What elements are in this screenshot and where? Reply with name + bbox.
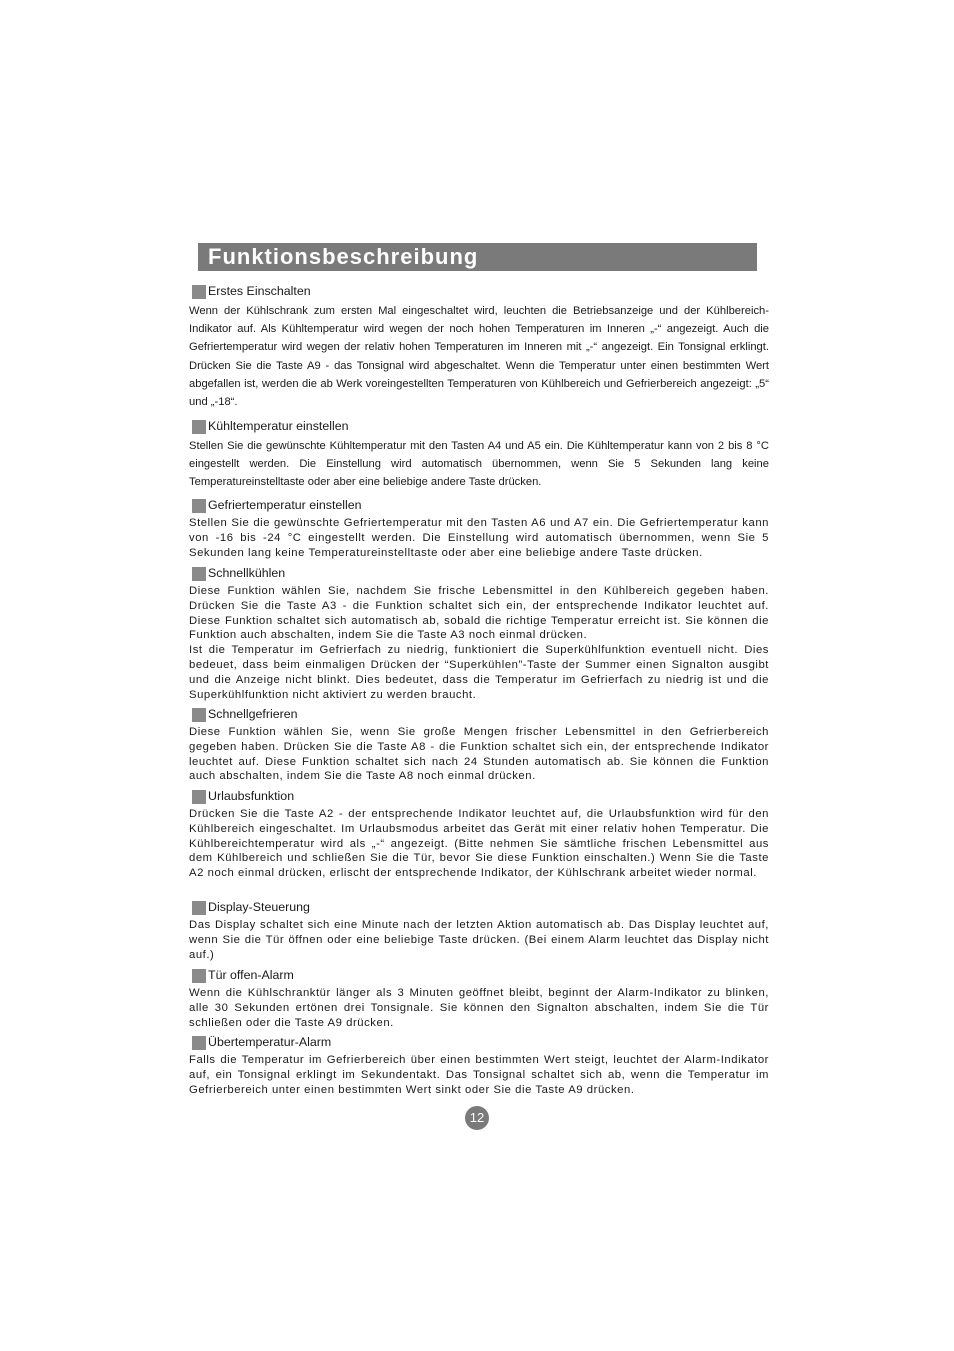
section-marker-icon: [192, 969, 206, 983]
section-paragraph: Drücken Sie die Taste A2 - der entsprechende Indikator leuchtet auf, die Urlaubsfunktion wird für den Kühlbereich eingeschaltet. Im Urlaubsmodus arbeitet das Gerät mit einer relativ hohen Temperatur. Die Kühlbereichtemperatur wird als „-“ angezeigt. (Bitte nehmen Sie sämtliche frischen Lebensmittel aus dem Kühlbereich und schließen Sie die Tür, bevor Sie diese Funktion einschalten.) Wenn Sie die Taste A2 noch einmal drücken, erlischt der entsprechende Indikator, der Kühlschrank arbeitet wieder normal.: [189, 808, 769, 880]
section-heading: Gefriertemperatur einstellen: [208, 498, 362, 512]
section-marker-icon: [192, 1036, 206, 1050]
section-heading: Urlaubsfunktion: [208, 789, 295, 803]
section-gefriertemperatur: [189, 498, 769, 560]
section-tuer-offen-alarm: [189, 968, 769, 1030]
section-uebertemperatur-alarm: [189, 1035, 769, 1097]
section-urlaubsfunktion: [189, 789, 769, 881]
section-marker-icon: [192, 790, 206, 804]
section-marker-icon: [192, 567, 206, 581]
section-kuehltemperatur: [189, 419, 769, 492]
section-heading: Tür offen-Alarm: [208, 968, 294, 982]
section-paragraph: Wenn die Kühlschranktür länger als 3 Minuten geöffnet bleibt, beginnt der Alarm-Indikator zu blinken, alle 30 Sekunden ertönen drei Tonsignale. Sie können den Signalton abschalten, indem Sie die Tür schließen oder die Taste A9 drücken.: [189, 987, 769, 1029]
section-paragraph: Das Display schaltet sich eine Minute nach der letzten Aktion automatisch ab. Das Display leuchtet auf, wenn Sie die Tür öffnen oder eine beliebige Taste drücken. (Bei einem Alarm leuchtet das Display nicht auf.): [189, 919, 769, 961]
section-paragraph: Falls die Temperatur im Gefrierbereich über einen bestimmten Wert steigt, leuchtet der Alarm-Indikator auf, ein Tonsignal erklingt im Sekundentakt. Das Tonsignal schaltet sich ab, wenn die Temperatur im Gefrierbereich unter einen bestimmten Wert sinkt oder Sie die Taste A9 drücken.: [189, 1054, 769, 1096]
section-erstes-einschalten: [189, 284, 769, 411]
section-schnellgefrieren: [189, 707, 769, 784]
section-paragraph: Ist die Temperatur im Gefrierfach zu niedrig, funktioniert die Superkühlfunktion eventuell nicht. Dies bedeuet, dass beim einmaligen Drücken der “Superkühlen”-Taste der Summer einen Signalton ausgibt und die Anzeige nicht blinkt. Dies bedeutet, dass die Temperatur im Gefrierfach zu niedrig ist und die Superkühlfunktion nicht aktiviert zu werden braucht.: [189, 644, 769, 701]
section-heading: Erstes Einschalten: [208, 284, 311, 298]
section-marker-icon: [192, 708, 206, 722]
section-paragraph: Stellen Sie die gewünschte Kühltemperatur mit den Tasten A4 und A5 ein. Die Kühltemperatur kann von 2 bis 8 °C eingestellt werden. Die Einstellung wird automatisch übernommen, wenn Sie 5 Sekunden lang keine Temperatureinstelltaste oder aber eine beliebige andere Taste drücken.: [189, 440, 769, 489]
section-heading: Display-Steuerung: [208, 900, 310, 914]
section-paragraph: Stellen Sie die gewünschte Gefriertemperatur mit den Tasten A6 und A7 ein. Die Gefriertemperatur kann von -16 bis -24 °C eingestellt werden. Die Einstellung wird automatisch übernommen, wenn Sie 5 Sekunden lang keine Temperatureinstelltaste oder aber eine beliebige andere Taste drücken.: [189, 517, 769, 559]
section-heading: Schnellgefrieren: [208, 707, 298, 721]
section-paragraph: Diese Funktion wählen Sie, wenn Sie große Mengen frischer Lebensmittel in den Gefrierbereich gegeben haben. Drücken Sie die Taste A8 - die Funktion schaltet sich ein, der entsprechende Indikator leuchtet auf. Diese Funktion schaltet sich nach 24 Stunden automatisch ab. Sie können die Funktion auch abschalten, indem Sie die Taste A8 noch einmal drücken.: [189, 726, 769, 783]
title-bar: [198, 243, 757, 271]
section-paragraph: Wenn der Kühlschrank zum ersten Mal eingeschaltet wird, leuchten die Betriebsanzeige und der Kühlbereich-Indikator auf. Als Kühltemperatur wird wegen der noch hohen Temperaturen im Inneren „-“ angezeigt. Auch die Gefriertemperatur wird wegen der relativ hohen Temperaturen im Inneren mit „-“ angezeigt. Ein Tonsignal erklingt. Drücken Sie die Taste A9 - das Tonsignal wird abgeschaltet. Wenn die Temperatur unter einen bestimmten Wert abgefallen ist, werden die ab Werk voreingestellten Temperaturen von Kühlbereich und Gefrierbereich angezeigt: „5“ und „-18“.: [189, 305, 769, 409]
section-schnellkuehlen: [189, 566, 769, 702]
section-heading: Schnellkühlen: [208, 566, 286, 580]
page-number: 12: [465, 1106, 489, 1130]
section-paragraph: Diese Funktion wählen Sie, nachdem Sie frische Lebensmittel in den Kühlbereich gegeben haben. Drücken Sie die Taste A3 - die Funktion schaltet sich ein, der entsprechende Indikator leuchtet auf. Diese Funktion schaltet sich automatisch ab, sobald die richtige Temperatur erreicht ist. Sie können die Funktion auch abschalten, indem Sie die Taste A3 noch einmal drücken.: [189, 585, 769, 642]
section-heading: Kühltemperatur einstellen: [208, 419, 349, 433]
page-title: Funktionsbeschreibung: [208, 244, 479, 269]
section-heading: Übertemperatur-Alarm: [208, 1035, 332, 1049]
section-marker-icon: [192, 499, 206, 513]
section-display-steuerung: [189, 900, 769, 962]
section-marker-icon: [192, 285, 206, 299]
section-marker-icon: [192, 901, 206, 915]
section-marker-icon: [192, 420, 206, 434]
